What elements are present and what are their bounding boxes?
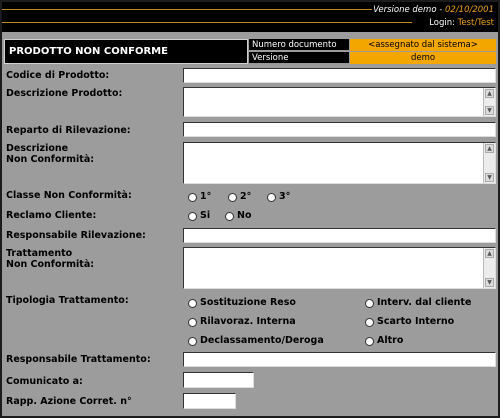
tipologia-interv-cliente-label: Interv. dal cliente — [377, 297, 472, 308]
scroll-up-icon[interactable]: ▲ — [485, 144, 494, 153]
descrizione-nc-label-line1: Descrizione — [6, 143, 69, 154]
descrizione-nc-textarea[interactable] — [183, 142, 496, 184]
reclamo-si-radio[interactable] — [188, 212, 197, 221]
reclamo-no-label: No — [237, 210, 252, 221]
responsabile-trattamento-input[interactable] — [183, 352, 496, 367]
reclamo-si-label: Si — [200, 210, 211, 221]
scroll-down-icon[interactable]: ▼ — [485, 278, 494, 287]
descrizione-nc-label — [6, 143, 94, 165]
reclamo-cliente-label: Reclamo Cliente: — [6, 210, 97, 221]
trattamento-nc-label-line2: Non Conformità: — [6, 259, 95, 270]
tipologia-scarto-label: Scarto Interno — [377, 316, 455, 327]
classe-3-radio[interactable] — [267, 193, 276, 202]
reparto-rilevazione-label: Reparto di Rilevazione: — [6, 125, 131, 136]
header-line — [2, 9, 372, 10]
version-field-label: Versione — [249, 52, 349, 64]
trattamento-nc-textarea[interactable] — [183, 247, 496, 289]
tipologia-sostituzione-radio[interactable] — [188, 299, 197, 308]
login-user: Test/Test — [457, 18, 494, 28]
rapp-azione-input[interactable] — [183, 393, 236, 409]
classe-2-radio[interactable] — [228, 193, 237, 202]
tipologia-trattamento-label: Tipologia Trattamento: — [6, 295, 129, 306]
classe-nc-label: Classe Non Conformità: — [6, 190, 132, 201]
tipologia-declassamento-radio[interactable] — [188, 337, 197, 346]
classe-3-label: 3° — [279, 191, 291, 202]
reparto-rilevazione-input[interactable] — [183, 122, 496, 137]
form-title-box — [4, 39, 248, 64]
tipologia-sostituzione-label: Sostituzione Reso — [200, 297, 296, 308]
trattamento-nc-label — [6, 248, 94, 270]
version-date: 02/10/2001 — [445, 5, 494, 15]
version-field-value: demo — [350, 52, 496, 64]
scroll-up-icon[interactable]: ▲ — [485, 89, 494, 98]
tipologia-declassamento-label: Declassamento/Deroga — [200, 335, 324, 346]
comunicato-a-input[interactable] — [183, 372, 254, 388]
descrizione-prodotto-textarea[interactable] — [183, 87, 496, 117]
classe-1-label: 1° — [200, 191, 212, 202]
tipologia-scarto-radio[interactable] — [365, 318, 374, 327]
descrizione-prodotto-label: Descrizione Prodotto: — [6, 88, 123, 99]
scroll-down-icon[interactable]: ▼ — [485, 106, 494, 115]
tipologia-altro-radio[interactable] — [365, 337, 374, 346]
tipologia-rilavorazione-radio[interactable] — [188, 318, 197, 327]
codice-prodotto-label: Codice di Prodotto: — [6, 70, 110, 81]
login-info — [429, 18, 494, 28]
classe-1-radio[interactable] — [188, 193, 197, 202]
login-label: Login: — [429, 18, 458, 28]
scroll-up-icon[interactable]: ▲ — [485, 249, 494, 258]
tipologia-rilavorazione-label: Rilavoraz. Interna — [200, 316, 296, 327]
tipologia-altro-label: Altro — [377, 335, 404, 346]
form-title: PRODOTTO NON CONFORME — [9, 46, 168, 57]
scrollbar[interactable] — [483, 88, 495, 116]
header-line — [2, 22, 412, 23]
responsabile-rilevazione-label: Responsabile Rilevazione: — [6, 230, 146, 241]
doc-number-value: <assegnato dal sistema> — [350, 39, 496, 51]
header-bar — [2, 2, 498, 32]
responsabile-rilevazione-input[interactable] — [183, 228, 496, 243]
reclamo-no-radio[interactable] — [225, 212, 234, 221]
scroll-down-icon[interactable]: ▼ — [485, 173, 494, 182]
scrollbar[interactable] — [483, 248, 495, 288]
responsabile-trattamento-label: Responsabile Trattamento: — [6, 354, 151, 365]
version-info — [373, 5, 494, 15]
descrizione-nc-label-line2: Non Conformità: — [6, 154, 95, 165]
codice-prodotto-input[interactable] — [183, 68, 496, 83]
rapp-azione-label: Rapp. Azione Corret. n° — [6, 396, 132, 407]
classe-2-label: 2° — [240, 191, 252, 202]
trattamento-nc-label-line1: Trattamento — [6, 248, 73, 259]
doc-number-label: Numero documento — [249, 39, 349, 51]
tipologia-interv-cliente-radio[interactable] — [365, 299, 374, 308]
scrollbar[interactable] — [483, 143, 495, 183]
comunicato-a-label: Comunicato a: — [6, 376, 83, 387]
version-label: Versione demo - — [373, 5, 445, 15]
